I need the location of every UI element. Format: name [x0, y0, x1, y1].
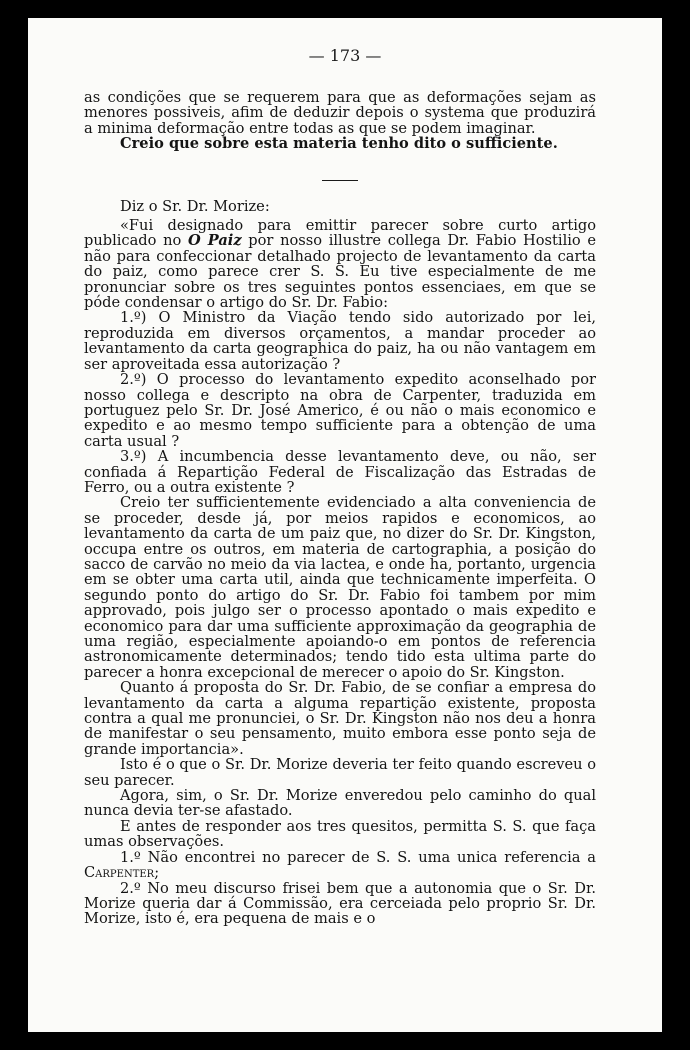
paragraph-response: Isto é o que o Sr. Dr. Morize deveria ter feito quando escreveu o seu parecer.	[84, 756, 596, 789]
author-name: Carpenter	[84, 864, 155, 882]
observation-1-start: 1.º Não encontrei no parecer de S. S. uma unica referencia a	[120, 848, 596, 866]
paragraph-conclusion	[84, 136, 596, 151]
paragraph-proposal: Quanto á proposta do Sr. Dr. Fabio, de se confiar a empresa do levantamento da carta a alguma repartição existente, proposta contra a qual me pronunciei, o Sr. Dr. Kingston não nos deu a honra de manifestar o seu pensamento, muito embora esse ponto seja de grande importancia».	[84, 679, 596, 758]
paragraph-point-1: 1.º) O Ministro da Viação tendo sido autorizado por lei, reproduzida em diversos orçamentos, a mandar proceder ao levantamento da carta geographica do paiz, ha ou não vantagem em ser aproveitada essa autorização ?	[84, 309, 596, 373]
quote-intro-end: por nosso illustre collega Dr. Fabio Hostilio e não para confeccionar detalhado projecto de levantamento da carta do paiz, como parece crer S. S. Eu tive especialmente de me pronunciar sobre os tres seguintes pontos essenciaes, em que se póde condensar o artigo do Sr. Dr. Fabio:	[84, 232, 596, 312]
paragraph-argument: Creio ter sufficientemente evidenciado a alta conveniencia de se proceder, desde já, por meios rapidos e economicos, ao levantamento da carta de um paiz que, no dizer do Sr. Dr. Kingston, occupa entre os outros, em materia de cartographia, a posição do sacco de carvão no meio da via lactea, e onde ha, portanto, urgencia em se obter uma carta util, ainda que technicamente imperfeita. O segundo ponto do artigo do Sr. Dr. Fabio foi tambem por mim approvado, pois julgo ser o processo apontado o mais expedito e economico para dar uma sufficiente approximação da geographia de uma região, especialmente apoiando-o em pontos de referencia astronomicamente determinados; tendo tido esta ultima parte do parecer a honra excepcional de merecer o apoio do Sr. Kingston.	[84, 494, 596, 681]
section-divider	[322, 180, 358, 181]
paragraph-point-3: 3.º) A incumbencia desse levantamento deve, ou não, ser confiada á Repartição Federal de Fiscalização das Estradas de Ferro, ou a outra existente ?	[84, 448, 596, 496]
quote-intro-start: «Fui designado para emittir parecer sobre curto artigo publicado no	[84, 217, 596, 250]
newspaper-title: O Paiz	[187, 232, 242, 250]
paragraph-observations: E antes de responder aos tres quesitos, permitta S. S. que faça umas observações.	[84, 817, 596, 851]
paragraph-observation-2: 2.º No meu discurso frisei bem que a autonomia que o Sr. Dr. Morize queria dar á Commissão, era cerceiada pelo proprio Sr. Dr. Morize, isto é, era pequena de mais e o	[84, 879, 596, 928]
observation-1-end: ;	[154, 864, 160, 882]
paragraph-speaker: Diz o Sr. Dr. Morize:	[120, 197, 270, 215]
paragraph-continuation: as condições que se requerem para que as deformações sejam as menores possiveis, afim de deduzir depois o systema que produzirá a minima deformação entre todas as que se podem imaginar.	[84, 89, 596, 137]
book-page	[28, 18, 662, 1032]
paragraph-observation-1	[84, 850, 596, 881]
paragraph-point-2: 2.º) O processo do levantamento expedito aconselhado por nosso collega e descripto na obra de Carpenter, traduzida em portuguez pelo Sr. Dr. José Americo, é ou não o mais economico e expedito e ao mesmo tempo sufficiente para a obtenção de uma carta usual ?	[84, 371, 596, 450]
page-body	[84, 90, 596, 927]
conclusion-text: Creio que sobre esta materia tenho dito o sufficiente.	[120, 135, 558, 153]
page-number: — 173 —	[308, 46, 382, 65]
paragraph-quote-intro	[84, 218, 596, 310]
paragraph-path: Agora, sim, o Sr. Dr. Morize enveredou pelo caminho do qual nunca devia ter-se afastado.	[84, 787, 596, 820]
